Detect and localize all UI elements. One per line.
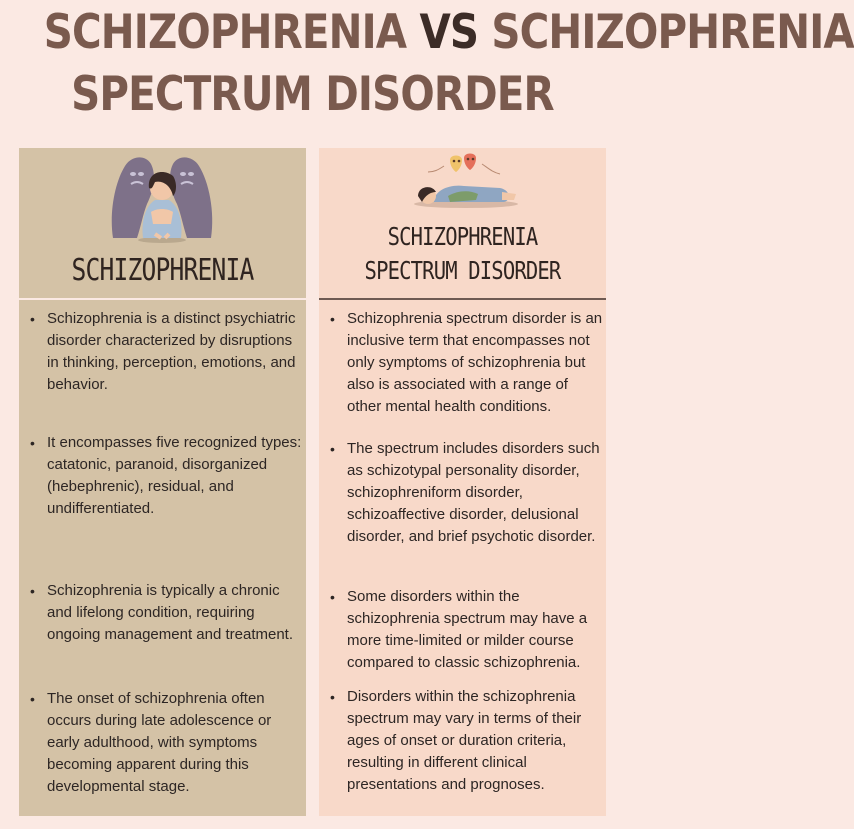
spectrum-heading-line-2: SPECTRUM DISORDER — [364, 256, 561, 285]
spectrum-heading-line-1: SCHIZOPHRENIA — [387, 222, 538, 251]
list-item: • It encompasses five recognized types: catatonic, paranoid, disorganized (hebephrenic), residual, and undifferentiated. — [47, 432, 302, 520]
schizophrenia-header — [19, 148, 306, 300]
list-item: • Schizophrenia is a distinct psychiatric disorder characterized by disruptions in thinking, perception, emotions, and behavior. — [47, 308, 302, 396]
title-term-a: SCHIZOPHRENIA — [43, 5, 407, 60]
list-item: • Some disorders within the schizophrenia spectrum may have a more time-limited or milder course compared to classic schizophrenia. — [347, 586, 605, 674]
spectrum-disorder-panel — [319, 148, 606, 816]
anxious-woman-with-shadows-icon — [107, 152, 217, 244]
schizophrenia-panel — [19, 148, 306, 816]
title-vs: VS — [419, 5, 479, 60]
schizophrenia-heading: SCHIZOPHRENIA — [71, 253, 254, 288]
list-item: • Schizophrenia is typically a chronic and lifelong condition, requiring ongoing management and treatment. — [47, 580, 302, 646]
page-title — [43, 2, 854, 126]
list-item: • The spectrum includes disorders such as schizotypal personality disorder, schizophreniform disorder, schizoaffective disorder, delusional disorder, and brief psychotic disorder. — [347, 438, 605, 548]
spectrum-disorder-header — [319, 148, 606, 300]
list-item: • Disorders within the schizophrenia spectrum may vary in terms of their ages of onset or duration criteria, resulting in different clinical presentations and prognoses. — [347, 686, 605, 796]
list-item: • Schizophrenia spectrum disorder is an inclusive term that encompasses not only symptoms of schizophrenia but also is associated with a range of other mental health conditions. — [347, 308, 605, 418]
title-term-b: SCHIZOPHRENIA — [491, 5, 854, 60]
list-item: • The onset of schizophrenia often occurs during late adolescence or early adulthood, with symptoms becoming apparent during this developmental stage. — [47, 688, 302, 798]
spectrum-disorder-heading — [345, 220, 580, 288]
person-lying-with-masks-icon — [404, 152, 524, 212]
title-line-2: SPECTRUM DISORDER — [71, 67, 554, 122]
title-line-1 — [43, 2, 854, 64]
